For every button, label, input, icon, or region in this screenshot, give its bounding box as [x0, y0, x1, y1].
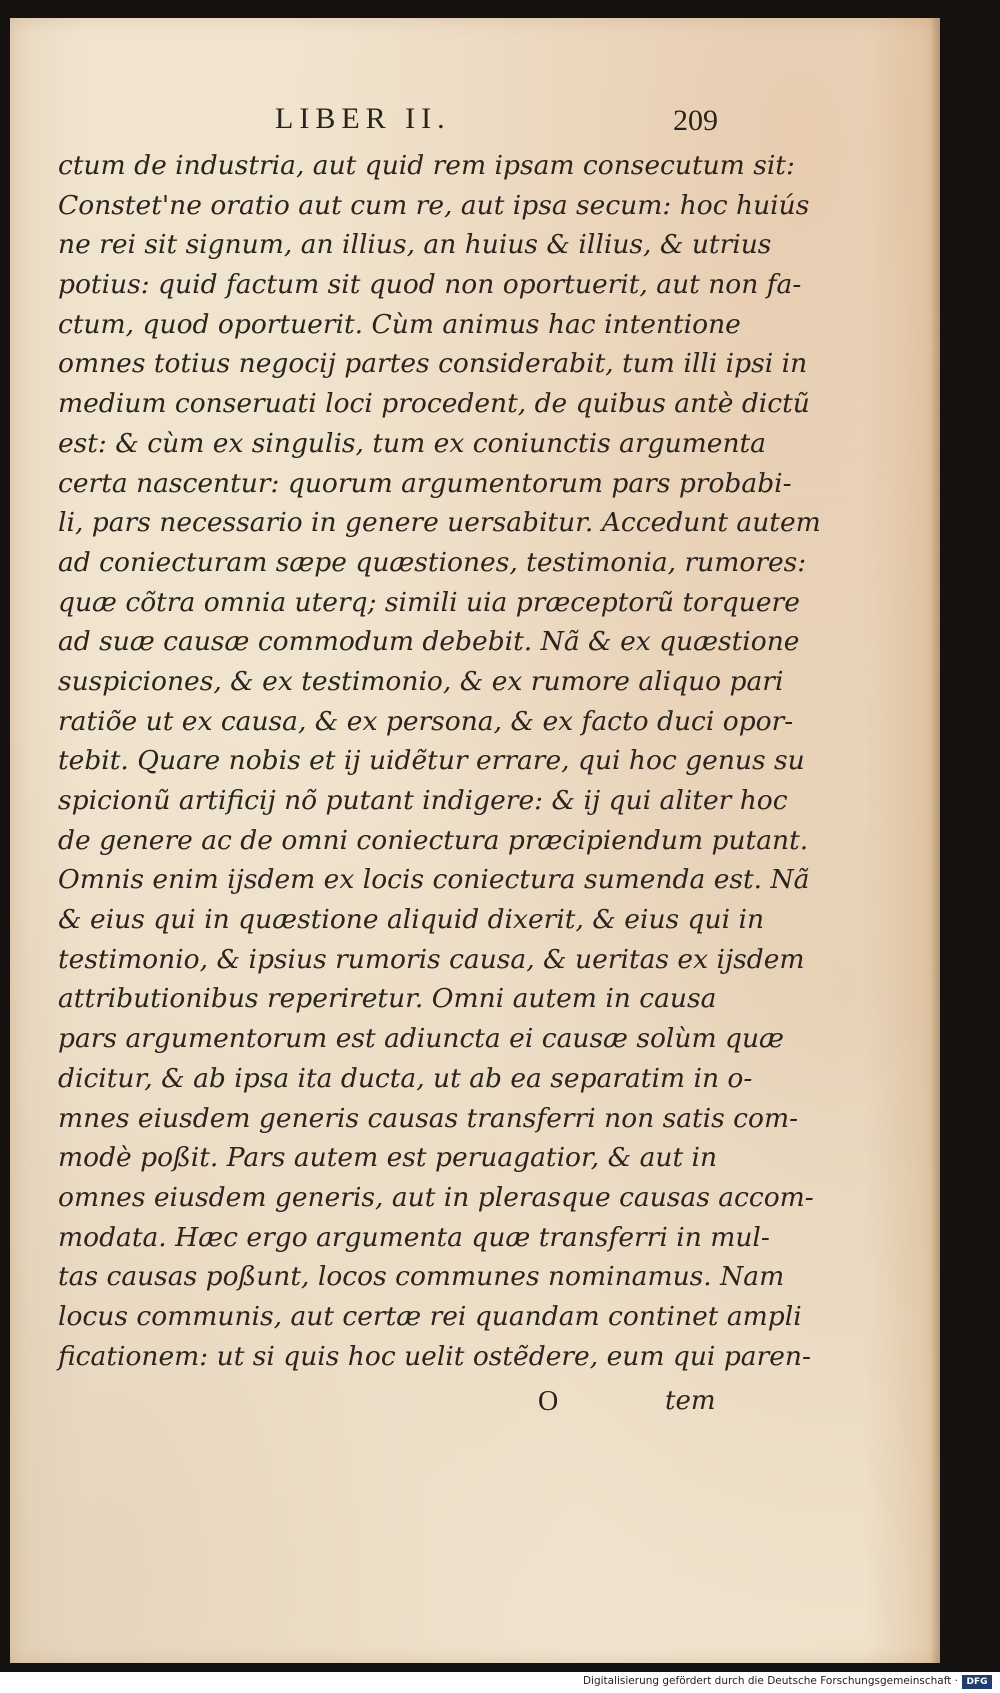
text-line: Omnis enim ijsdem ex locis coniectura sumenda est. Nã: [58, 864, 810, 896]
page-number: 209: [673, 104, 718, 137]
running-head: [10, 102, 940, 152]
text-line: tebit. Quare nobis et ij uidẽtur errare, qui hoc genus su: [58, 745, 805, 777]
catchline: [58, 1386, 738, 1426]
text-line: attributionibus reperiretur. Omni autem in causa: [58, 983, 717, 1015]
dfg-logo[interactable]: DFG: [962, 1675, 992, 1689]
text-line: Constet'ne oratio aut cum re, aut ipsa secum: hoc huiús: [58, 189, 810, 221]
funding-credit: Digitalisierung gefördert durch die Deutsche Forschungsgemeinschaft ·: [582, 1675, 958, 1687]
running-title: LIBER II.: [275, 102, 451, 135]
text-line: omnes eiusdem generis, aut in plerasque causas accom-: [58, 1181, 814, 1213]
credit-bar: [0, 1672, 1000, 1693]
text-line: medium conseruati loci procedent, de quibus antè dictũ: [58, 388, 810, 420]
text-line: de genere ac de omni coniectura præcipiendum putant.: [58, 824, 809, 856]
text-line: certa nascentur: quorum argumentorum pars probabi-: [58, 467, 792, 499]
text-line: suspiciones, & ex testimonio, & ex rumore aliquo pari: [58, 665, 784, 697]
text-line: ficationem: ut si quis hoc uelit ostẽdere, eum qui paren-: [58, 1340, 811, 1372]
text-line: est: & cùm ex singulis, tum ex coniunctis argumenta: [58, 427, 766, 459]
text-line: quæ cõtra omnia uterq; simili uia præceptorũ torquere: [58, 586, 800, 618]
book-page: [10, 18, 940, 1663]
text-line: ratiõe ut ex causa, & ex persona, & ex facto duci opor-: [58, 705, 794, 737]
text-line: tas causas poßunt, locos communes nominamus. Nam: [58, 1261, 785, 1293]
text-line: & eius qui in quæstione aliquid dixerit, & eius qui in: [58, 904, 765, 936]
catchword: tem: [665, 1386, 716, 1416]
text-line: ctum, quod oportuerit. Cùm animus hac intentione: [58, 308, 741, 340]
text-line: spicionũ artificij nõ putant indigere: & ij qui aliter hoc: [58, 785, 788, 816]
text-line: modata. Hæc ergo argumenta quæ transferri in mul-: [58, 1221, 770, 1253]
text-line: li, pars necessario in genere uersabitur. Accedunt autem: [58, 507, 821, 539]
text-line: mnes eiusdem generis causas transferri non satis com-: [58, 1102, 799, 1134]
text-line: testimonio, & ipsius rumoris causa, & ueritas ex ijsdem: [58, 943, 805, 975]
text-line: omnes totius negocij partes considerabit, tum illi ipsi in: [58, 348, 808, 380]
text-line: ad suæ causæ commodum debebit. Nã & ex quæstione: [58, 626, 800, 658]
text-line: modè poßit. Pars autem est peruagatior, & aut in: [58, 1142, 718, 1174]
text-line: pars argumentorum est adiuncta ei causæ solùm quæ: [58, 1023, 784, 1055]
text-line: dicitur, & ab ipsa ita ducta, ut ab ea separatim in o-: [58, 1062, 753, 1094]
signature-mark: O: [538, 1386, 559, 1417]
text-block: [58, 146, 821, 1376]
text-line: potius: quid factum sit quod non oportuerit, aut non fa-: [58, 269, 802, 301]
text-line: ctum de industria, aut quid rem ipsam consecutum sit:: [58, 150, 795, 181]
text-line: ad coniecturam sæpe quæstiones, testimonia, rumores:: [58, 546, 807, 578]
text-line: ne rei sit signum, an illius, an huius & illius, & utrius: [58, 229, 772, 261]
text-line: locus communis, aut certæ rei quandam continet ampli: [58, 1300, 802, 1332]
